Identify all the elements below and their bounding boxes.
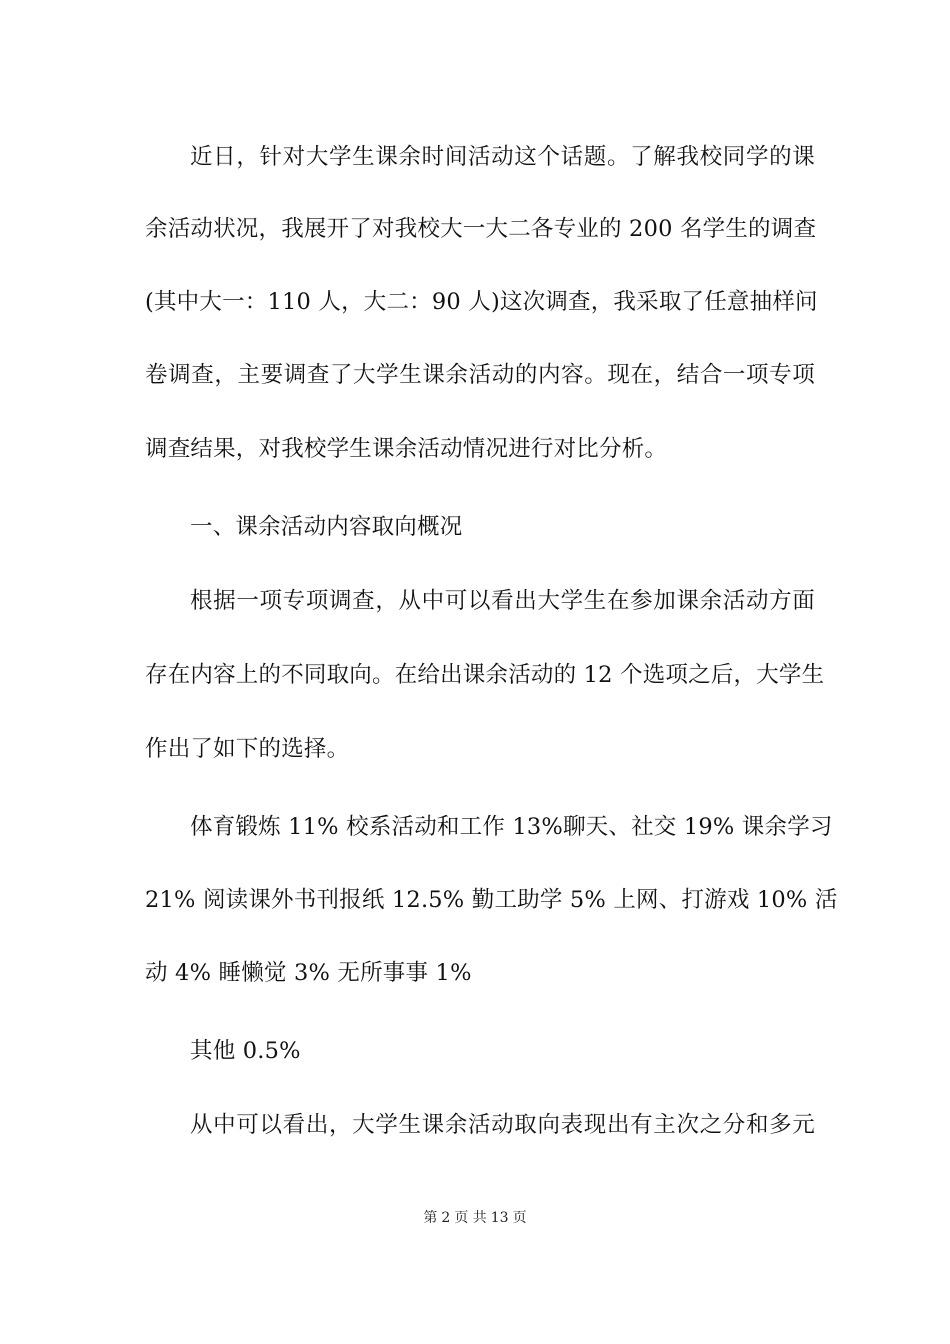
paragraph-line: 动 4% 睡懒觉 3% 无所事事 1% bbox=[145, 960, 472, 986]
paragraph-line: 从中可以看出，大学生课余活动取向表现出有主次之分和多元 bbox=[190, 1112, 815, 1138]
footer-mid: 页 共 bbox=[454, 1210, 487, 1226]
footer-total-pages: 13 bbox=[490, 1210, 509, 1226]
paragraph-line: 21% 阅读课外书刊报纸 12.5% 勤工助学 5% 上网、打游戏 10% 活 bbox=[145, 887, 838, 913]
footer-suffix: 页 bbox=[512, 1210, 527, 1226]
page-footer bbox=[0, 1208, 950, 1228]
paragraph-line: 余活动状况，我展开了对我校大一大二各专业的 200 名学生的调查 bbox=[145, 216, 817, 242]
paragraph-line: 近日，针对大学生课余时间活动这个话题。了解我校同学的课 bbox=[190, 144, 815, 170]
paragraph-line: 其他 0.5% bbox=[190, 1038, 301, 1064]
paragraph-line: 卷调查，主要调查了大学生课余活动的内容。现在，结合一项专项 bbox=[145, 362, 815, 388]
section-heading: 一、课余活动内容取向概况 bbox=[190, 514, 463, 540]
paragraph-line: 体育锻炼 11% 校系活动和工作 13%聊天、社交 19% 课余学习 bbox=[190, 814, 833, 840]
paragraph-line: 根据一项专项调查，从中可以看出大学生在参加课余活动方面 bbox=[190, 588, 815, 614]
paragraph-line: 作出了如下的选择。 bbox=[145, 736, 350, 762]
paragraph-line: (其中大一：110 人，大二：90 人)这次调查，我采取了任意抽样问 bbox=[145, 289, 818, 315]
paragraph-line: 存在内容上的不同取向。在给出课余活动的 12 个选项之后，大学生 bbox=[145, 662, 825, 688]
footer-prefix: 第 bbox=[423, 1210, 438, 1226]
paragraph-line: 调查结果，对我校学生课余活动情况进行对比分析。 bbox=[145, 436, 668, 462]
footer-current-page: 2 bbox=[441, 1210, 451, 1226]
